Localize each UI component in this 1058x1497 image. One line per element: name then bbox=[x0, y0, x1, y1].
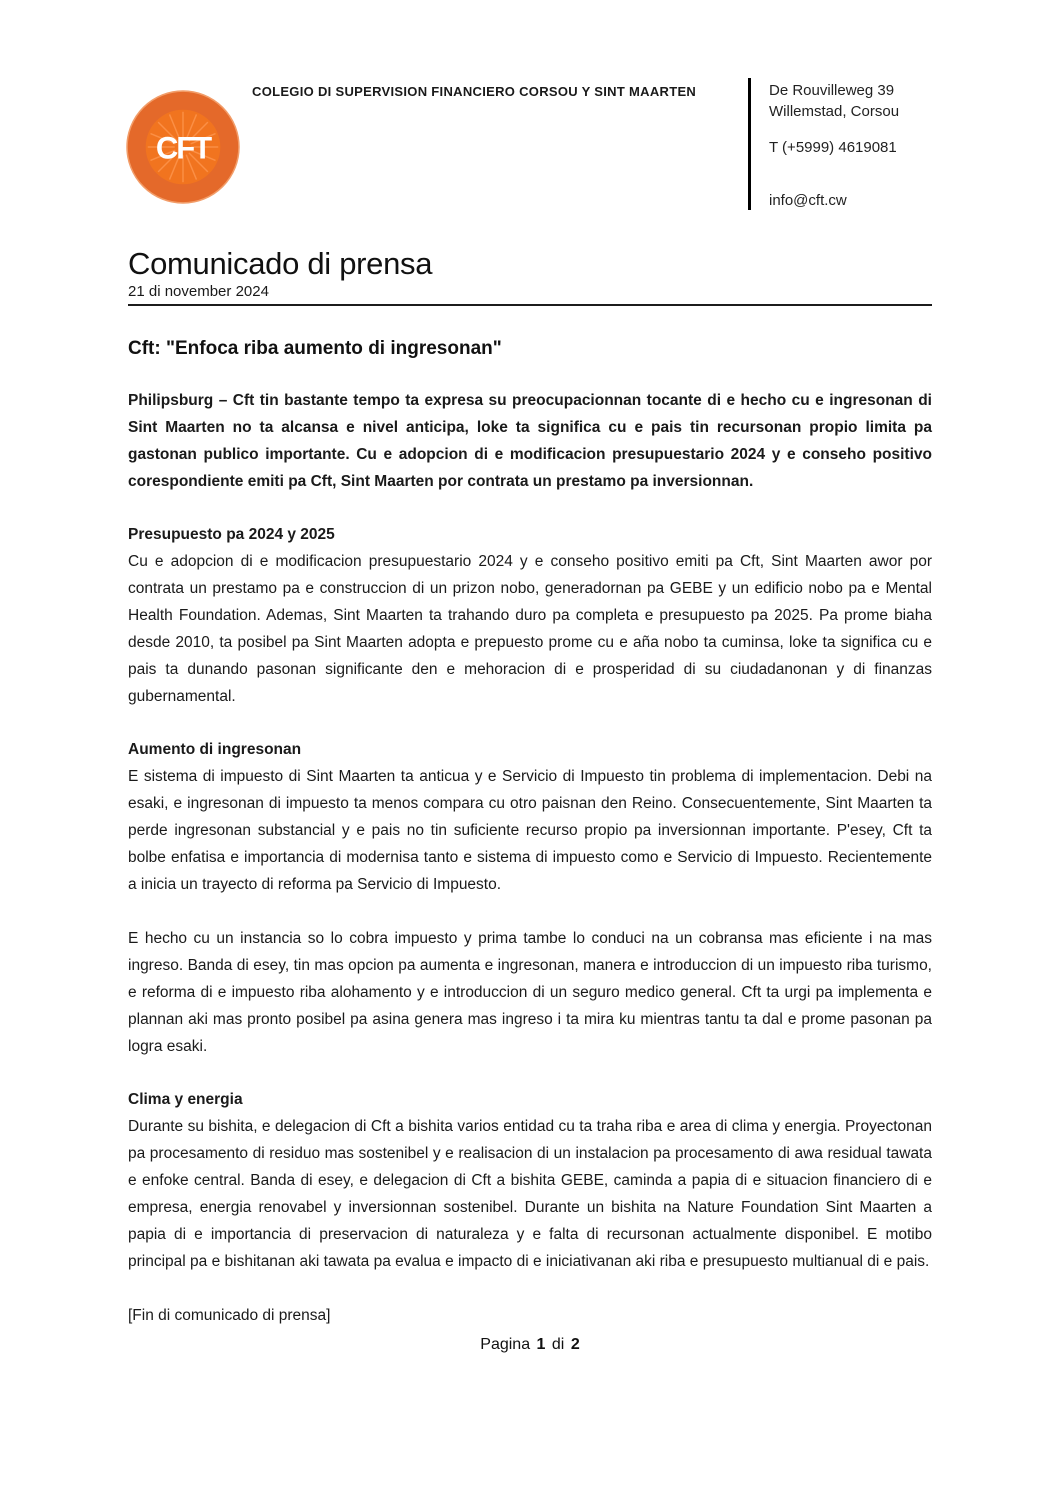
page-number-total: 2 bbox=[570, 1336, 580, 1353]
cft-logo bbox=[126, 90, 240, 204]
letterhead bbox=[128, 78, 932, 210]
page-separator: di bbox=[551, 1336, 565, 1353]
contact-address-line2: Willemstad, Corsou bbox=[769, 103, 900, 120]
section-presupuesto bbox=[128, 521, 932, 710]
logo-abbr-text: CFT bbox=[155, 130, 211, 166]
page-title: Comunicado di prensa bbox=[128, 246, 433, 281]
contact-address-line1: De Rouvilleweg 39 bbox=[769, 82, 895, 99]
section-aumento bbox=[128, 736, 932, 1060]
section-paragraph: Durante su bishita, e delegacion di Cft a bishita varios entidad cu ta traha riba e area di clima y energia. Proyectonan pa procesamento di residuo mas sostenibel y e realisacion di un instalacion pa procesamento di awa residual tawata e enfoke central. Banda di esey, e delegacion di Cft a bishita GEBE, caminda a papia di e situacion financiero di e empresa, energia renovabel y inversionnan sostenibel. Durante un bishita na Nature Foundation Sint Maarten a papia di e importancia di preservacion di naturaleza y e falta di recursonan actualmente disponibel. E motibo principal pa e bishitanan aki tawata pa evalua e impacto di e iniciativanan aki riba e presupuesto multianual di e pais. bbox=[128, 1118, 932, 1270]
section-clima bbox=[128, 1086, 932, 1275]
page-label: Pagina bbox=[480, 1336, 531, 1353]
contact-phone: T (+5999) 4619081 bbox=[769, 139, 897, 156]
section-paragraph: E hecho cu un instancia so lo cobra impuesto y prima tambe lo conduci na un cobransa mas eficiente i na mas ingreso. Banda di esey, tin mas opcion pa aumenta e ingresonan, manera e introduccion di un impuesto riba turismo, e reforma di e impuesto riba alohamento y e introduccion di un seguro medico general. Cft ta urgi pa implementa e plannan aki mas pronto posibel pa asina genera mas ingreso i ta mira ku mientras tantu ta dal e prome pasonan pa logra esaki. bbox=[128, 930, 932, 1055]
end-note: [Fin di comunicado di prensa] bbox=[128, 1307, 331, 1324]
masthead bbox=[128, 246, 932, 306]
section-heading: Clima y energia bbox=[128, 1091, 243, 1108]
section-paragraph: E sistema di impuesto di Sint Maarten ta anticua y e Servicio di Impuesto tin problema di implementacion. Debi na esaki, e ingresonan di impuesto ta menos compara cu otro paisnan den Reino. Consecuentemente, Sint Maarten ta perde ingresonan substancial y e pais no tin suficiente recurso propio pa inversionnan importante. P'esey, Cft ta bolbe enfatisa e importancia di modernisa tanto e sistema di impuesto como e Servicio di Impuesto. Recientemente a inicia un trayecto di reforma pa Servicio di Impuesto. bbox=[128, 768, 932, 893]
release-date: 21 di november 2024 bbox=[128, 283, 269, 300]
header-divider bbox=[748, 78, 751, 210]
title-rule bbox=[128, 304, 932, 306]
section-paragraph: Cu e adopcion di e modificacion presupuestario 2024 y e conseho positivo emiti pa Cft, Sint Maarten awor por contrata un prestamo pa e construccion di un prizon nobo, generadornan pa GEBE y un edificio nobo pa e Mental Health Foundation. Ademas, Sint Maarten ta trahando duro pa completa e presupuesto pa 2025. Pa prome biaha desde 2010, ta posibel pa Sint Maarten adopta e prepuesto prome cu e aña nobo ta cuminsa, loke ta significa cu e pais ta dunando pasonan significante den e mehoracion di e prosperidad di su ciudadanonan y di finanzas gubernamental. bbox=[128, 553, 932, 705]
contact-email: info@cft.cw bbox=[769, 192, 847, 209]
page-number-current: 1 bbox=[536, 1336, 546, 1353]
section-heading: Aumento di ingresonan bbox=[128, 741, 302, 758]
section-heading: Presupuesto pa 2024 y 2025 bbox=[128, 526, 335, 543]
article-headline: Cft: "Enfoca riba aumento di ingresonan" bbox=[128, 338, 502, 359]
org-name: COLEGIO DI SUPERVISION FINANCIERO CORSOU Y SINT MAARTEN bbox=[252, 84, 697, 99]
lead-paragraph: Philipsburg – Cft tin bastante tempo ta expresa su preocupacionnan tocante di e hecho cu e ingresonan di Sint Maarten no ta alcansa e nivel anticipa, loke ta significa cu e pais tin recursonan propio limita pa gastonan publico importante. Cu e adopcion di e modificacion presupuestario 2024 y e conseho positivo corespondiente emiti pa Cft, Sint Maarten por contrata un prestamo pa inversionnan. bbox=[128, 392, 932, 490]
page-footer bbox=[0, 1336, 1058, 1354]
contact-block bbox=[769, 80, 899, 211]
